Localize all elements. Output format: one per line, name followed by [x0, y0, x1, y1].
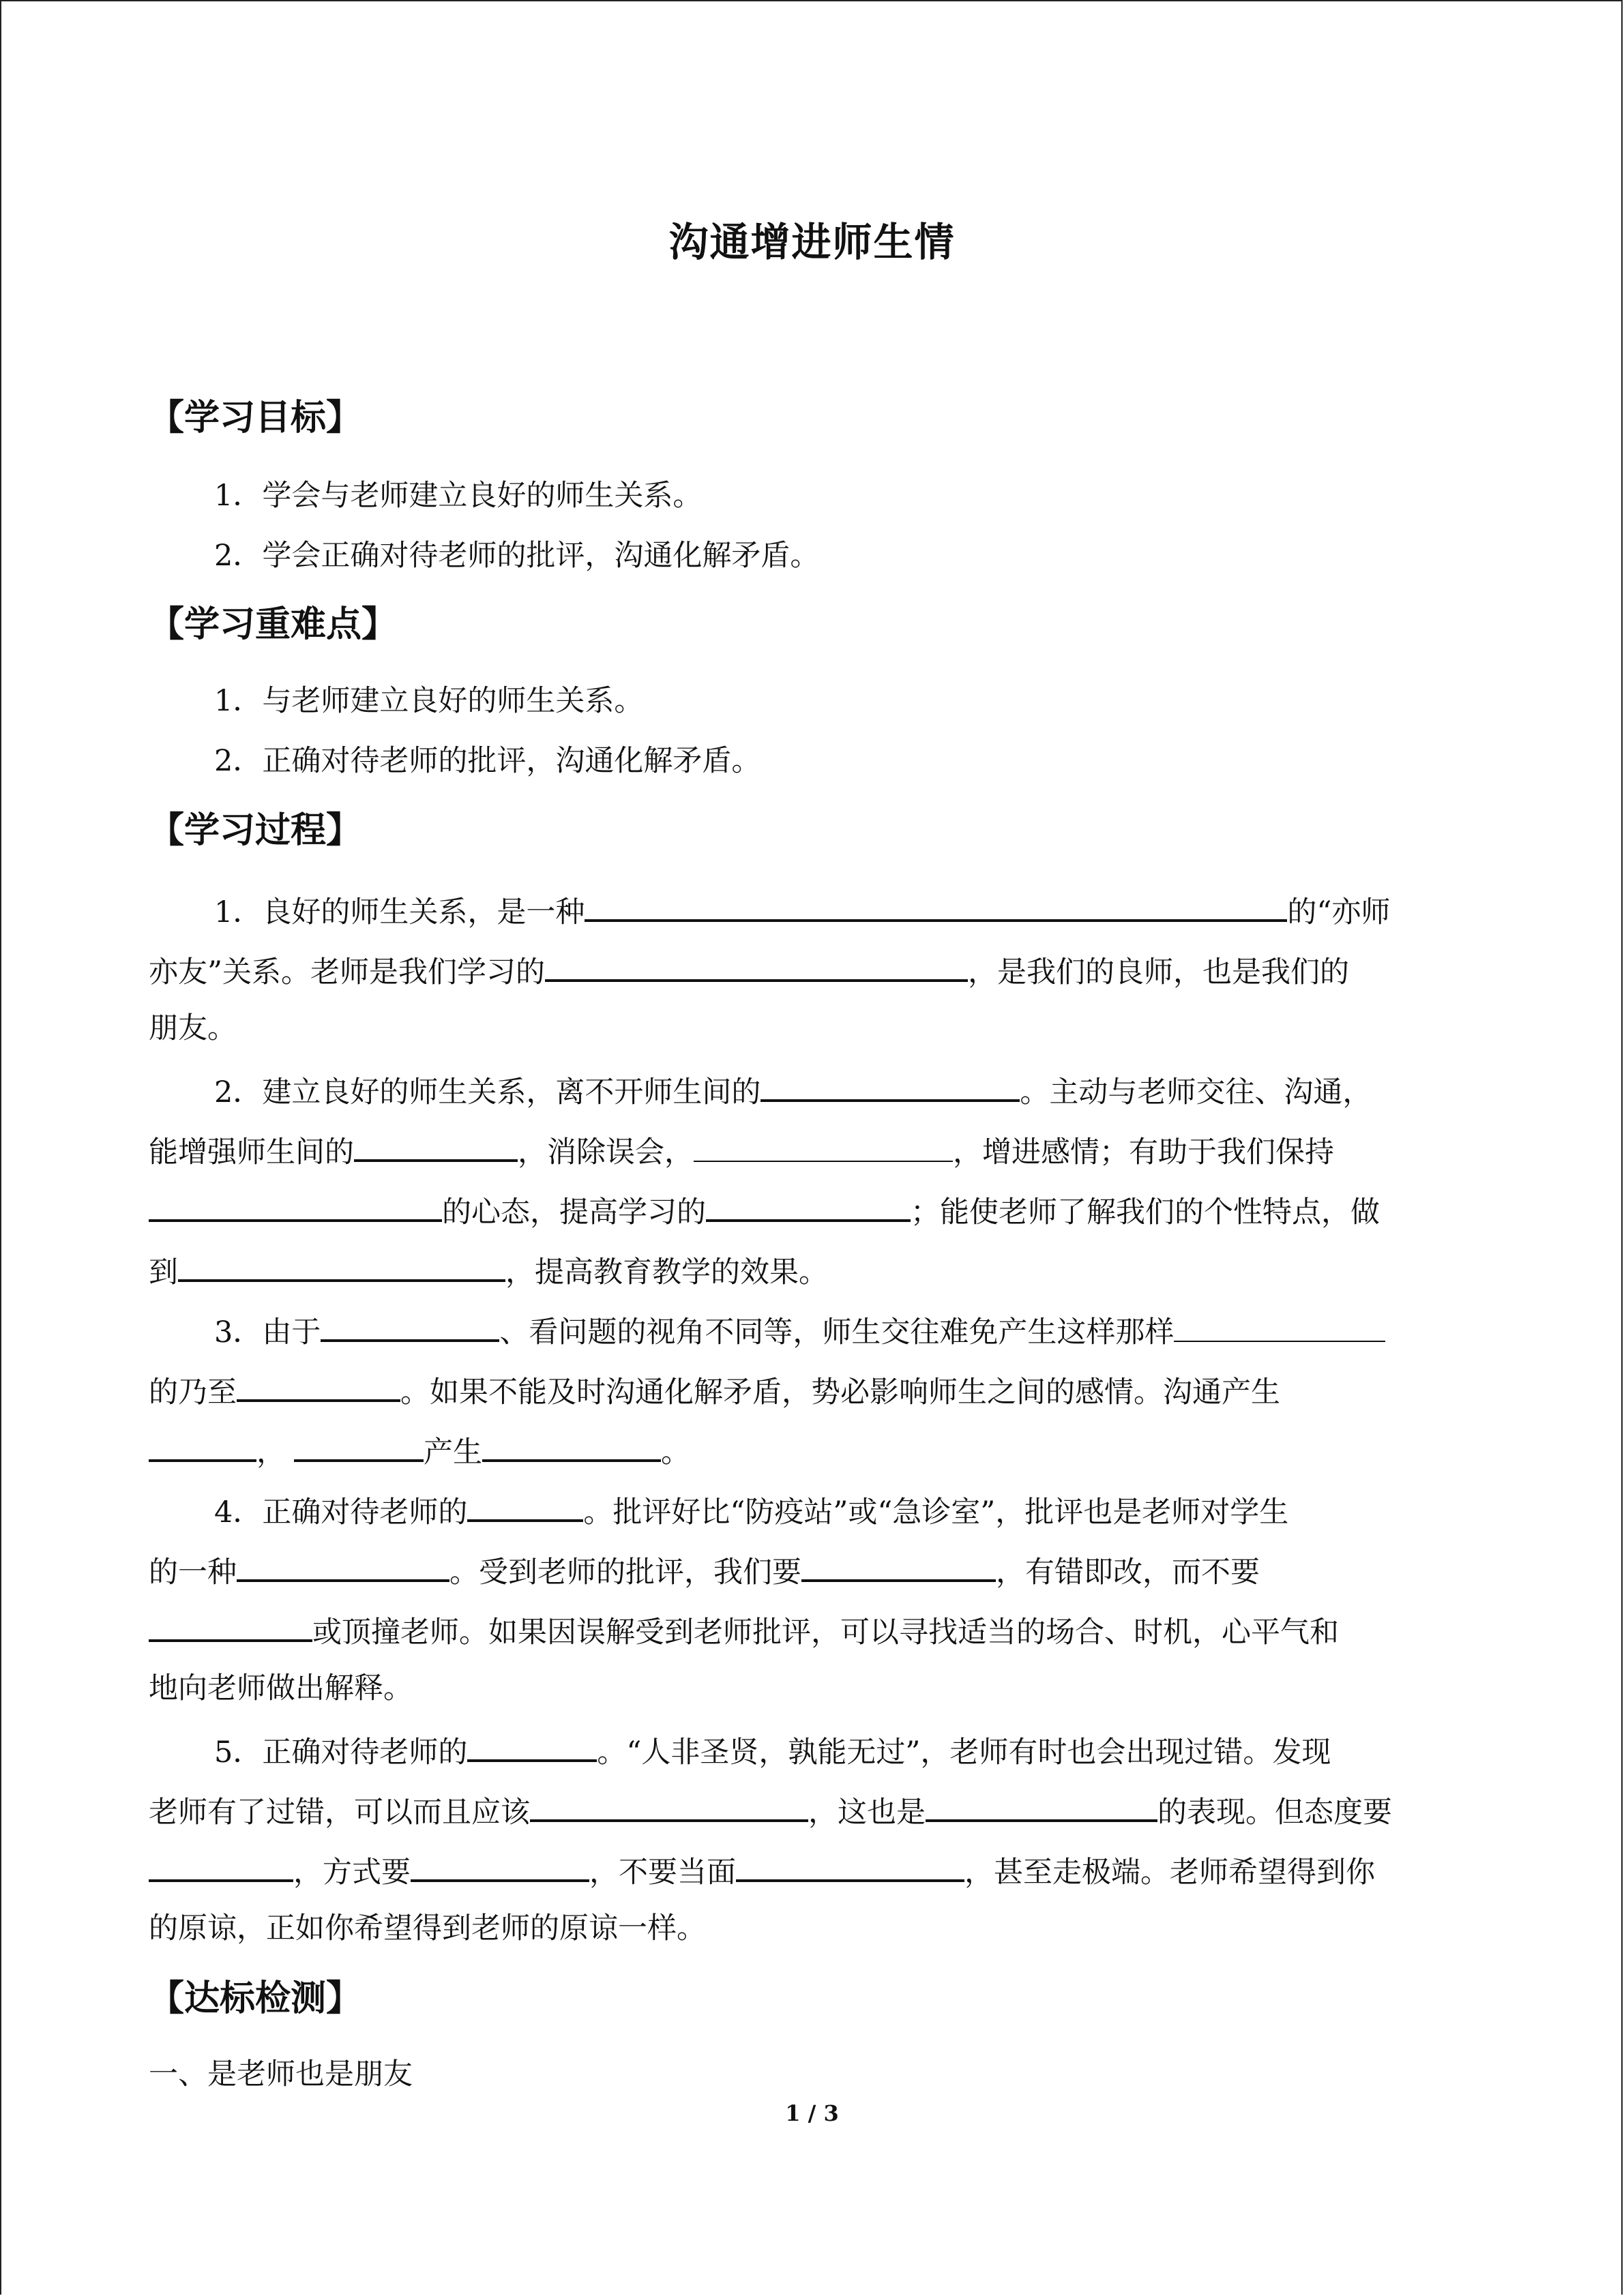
question-3-line	[149, 1428, 1479, 1473]
question-5-line	[149, 1728, 1544, 1773]
question-3-line	[149, 1308, 1544, 1353]
text: ，	[256, 1435, 286, 1470]
text: 的心态，提高学习的	[442, 1195, 706, 1229]
question-2-line	[149, 1248, 1479, 1293]
question-1-line	[149, 948, 1479, 993]
answer-blank[interactable]	[149, 1428, 256, 1462]
question-4-line	[149, 1488, 1544, 1533]
section-heading-keypoints: 【学习重难点】	[149, 604, 398, 645]
text: 。受到老师的批评，我们要	[449, 1555, 801, 1590]
answer-blank[interactable]	[149, 1188, 442, 1222]
text: 、看问题的视角不同等，师生交往难免产生这样那样	[499, 1315, 1175, 1350]
test-subheading: 一、是老师也是朋友	[149, 2057, 413, 2091]
text: 或顶撞老师。如果因误解受到老师批评，可以寻找适当的场合、时机，心平气和	[312, 1615, 1339, 1650]
text: 的表现。但态度要	[1157, 1795, 1392, 1830]
answer-blank[interactable]	[178, 1248, 505, 1282]
text: 。	[661, 1435, 690, 1470]
question-4-line	[149, 1608, 1479, 1653]
page-number: 1 / 3	[785, 2100, 839, 2126]
text: 5．正确对待老师的	[214, 1735, 468, 1770]
keypoint-item: 1．与老师建立良好的师生关系。	[214, 684, 644, 718]
question-4-line: 地向老师做出解释。	[149, 1671, 413, 1705]
text: 的乃至	[149, 1375, 237, 1410]
question-4-line	[149, 1548, 1479, 1593]
answer-blank[interactable]	[545, 948, 968, 982]
section-heading-process: 【学习过程】	[149, 810, 362, 851]
text: 能增强师生间的	[149, 1135, 354, 1169]
text: 老师有了过错，可以而且应该	[149, 1795, 530, 1830]
answer-blank[interactable]	[467, 1488, 583, 1522]
text: ，提高教育教学的效果。	[505, 1255, 828, 1289]
answer-blank[interactable]	[354, 1128, 518, 1162]
text: 产生	[424, 1435, 482, 1470]
text: ，有错即改，而不要	[996, 1555, 1260, 1590]
text: ，增进感情；有助于我们保持	[953, 1135, 1334, 1169]
page-title: 沟通增进师生情	[668, 219, 956, 265]
answer-blank[interactable]	[694, 1129, 953, 1162]
text: 4．正确对待老师的	[214, 1495, 468, 1530]
text: ；能使老师了解我们的个性特点，做	[911, 1195, 1380, 1229]
answer-blank[interactable]	[149, 1608, 312, 1642]
text: ，方式要	[293, 1855, 411, 1890]
question-2-line	[149, 1188, 1479, 1233]
question-5-line	[149, 1848, 1479, 1893]
text: ，是我们的良师，也是我们的	[967, 955, 1349, 989]
question-3-line	[149, 1368, 1479, 1413]
text: 亦友”关系。老师是我们学习的	[149, 955, 545, 989]
text: ，这也是	[808, 1795, 926, 1830]
answer-blank[interactable]	[294, 1428, 424, 1462]
answer-blank[interactable]	[237, 1368, 400, 1402]
answer-blank[interactable]	[736, 1848, 964, 1882]
answer-blank[interactable]	[1174, 1309, 1385, 1342]
section-heading-test: 【达标检测】	[149, 1978, 362, 2019]
question-1-line: 朋友。	[149, 1011, 237, 1045]
text: 。批评好比“防疫站”或“急诊室”，批评也是老师对学生	[583, 1495, 1289, 1530]
text: 的“亦师	[1287, 895, 1391, 929]
answer-blank[interactable]	[585, 888, 1287, 922]
text: 3．由于	[214, 1315, 321, 1350]
keypoint-item: 2．正确对待老师的批评，沟通化解矛盾。	[214, 744, 761, 778]
question-1-line	[149, 888, 1544, 933]
answer-blank[interactable]	[926, 1788, 1157, 1822]
answer-blank[interactable]	[237, 1548, 449, 1582]
text: ，消除误会，	[518, 1135, 694, 1169]
answer-blank[interactable]	[411, 1848, 589, 1882]
answer-blank[interactable]	[706, 1188, 911, 1222]
goal-item: 1．学会与老师建立良好的师生关系。	[214, 479, 703, 513]
text: 。主动与老师交往、沟通，	[1020, 1075, 1372, 1109]
text: 。如果不能及时沟通化解矛盾，势必影响师生之间的感情。沟通产生	[400, 1375, 1280, 1410]
text: ，不要当面	[589, 1855, 736, 1890]
text: ，甚至走极端。老师希望得到你	[964, 1855, 1375, 1890]
question-5-line: 的原谅，正如你希望得到老师的原谅一样。	[149, 1911, 706, 1945]
answer-blank[interactable]	[321, 1308, 499, 1342]
text: 。“人非圣贤，孰能无过”，老师有时也会出现过错。发现	[597, 1735, 1331, 1770]
answer-blank[interactable]	[467, 1728, 597, 1762]
answer-blank[interactable]	[149, 1848, 293, 1882]
goal-item: 2．学会正确对待老师的批评，沟通化解矛盾。	[214, 539, 820, 573]
answer-blank[interactable]	[530, 1788, 808, 1822]
text: 1．良好的师生关系，是一种	[214, 895, 585, 929]
text: 的一种	[149, 1555, 237, 1590]
question-2-line	[149, 1068, 1544, 1113]
question-5-line	[149, 1788, 1479, 1833]
answer-blank[interactable]	[801, 1548, 996, 1582]
question-2-line	[149, 1128, 1479, 1173]
section-heading-goals: 【学习目标】	[149, 398, 362, 438]
answer-blank[interactable]	[482, 1428, 661, 1462]
answer-blank[interactable]	[761, 1068, 1020, 1102]
text: 到	[149, 1255, 178, 1289]
text: 2．建立良好的师生关系，离不开师生间的	[214, 1075, 761, 1109]
